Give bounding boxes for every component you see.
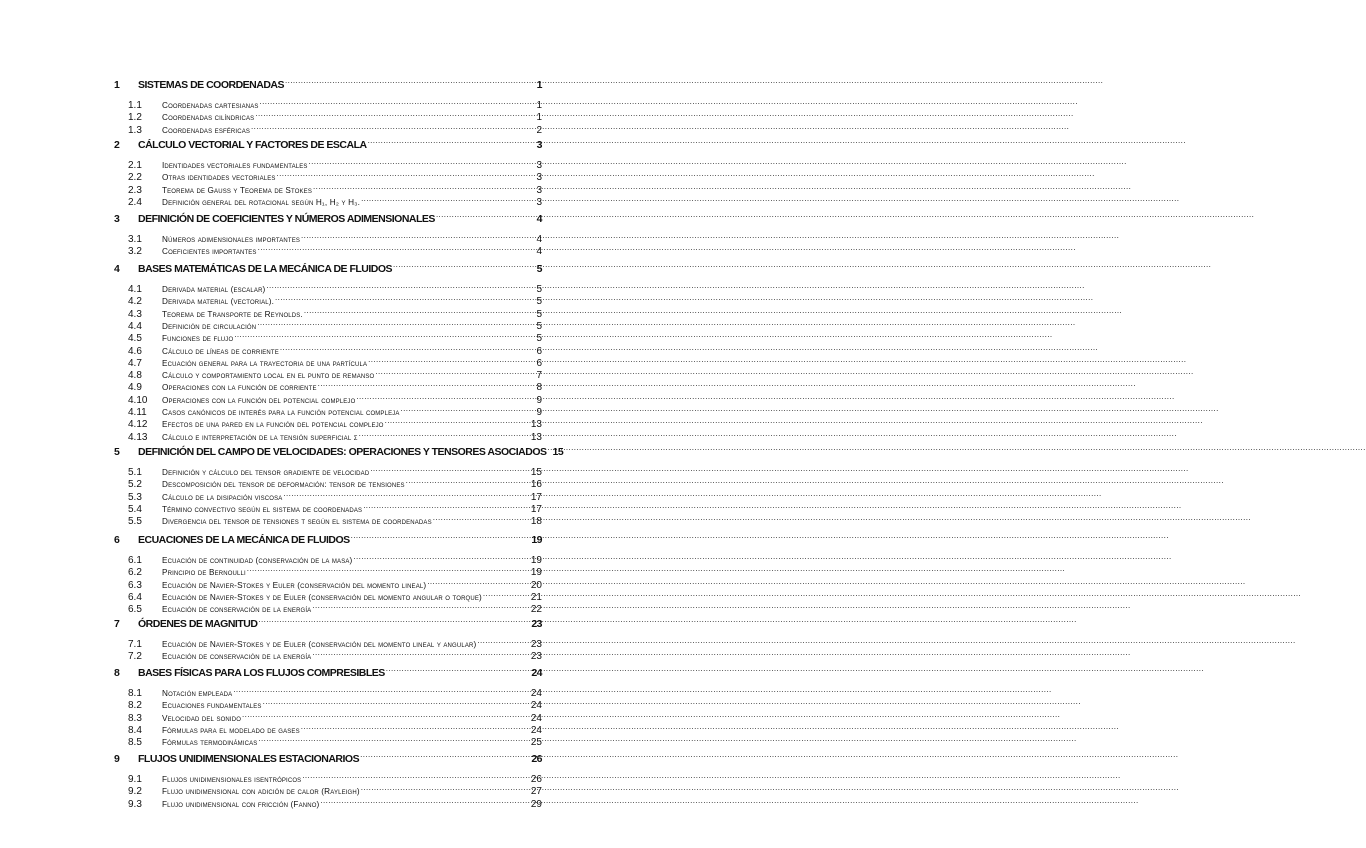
entry-number: 9.3 [128, 798, 142, 810]
entry-title: Derivada material (vectorial). [162, 297, 275, 307]
dot-leader [360, 750, 530, 762]
entry-number: 6.3 [128, 579, 142, 591]
dot-leader [477, 637, 530, 647]
entry-page-number: 25 [530, 737, 542, 749]
dot-leader [258, 244, 536, 254]
entry-page-number: 3 [536, 160, 542, 171]
toc-section-entry[interactable] [114, 578, 542, 590]
entry-title: CÁLCULO VECTORIAL Y FACTORES DE ESCALA [138, 139, 367, 151]
dot-leader [255, 110, 535, 120]
entry-number: 6.2 [128, 567, 142, 579]
entry-title: Ecuación de Navier-Stokes y de Euler (conservación del momento lineal y angular) [162, 640, 477, 649]
dot-leader [257, 319, 535, 329]
toc-chapter-entry[interactable] [114, 664, 542, 679]
entry-number: 8.3 [128, 712, 142, 724]
dot-leader [436, 210, 536, 222]
entry-number: 5 [114, 446, 120, 458]
entry-number: 2.1 [128, 160, 142, 171]
entry-number: 4.1 [128, 284, 142, 295]
entry-title: Principio de Bernoulli [162, 568, 246, 578]
toc-section-entry[interactable] [114, 649, 542, 661]
entry-number: 8.2 [128, 700, 142, 712]
entry-page-number: 7 [536, 370, 542, 382]
entry-page-number: 13 [530, 431, 542, 443]
entry-page-number: 2 [536, 124, 542, 136]
dot-leader [320, 797, 529, 807]
dot-leader [277, 170, 536, 180]
toc-chapter-entry[interactable] [114, 210, 542, 225]
entry-page-number: 19 [530, 555, 542, 566]
entry-page-number: 23 [531, 618, 542, 630]
dot-leader [361, 784, 530, 794]
entry-number: 4.2 [128, 296, 142, 308]
entry-page-number: 24 [531, 667, 542, 679]
entry-page-number: 27 [530, 786, 542, 798]
toc-section-entry[interactable] [114, 514, 542, 526]
dot-leader [401, 405, 536, 415]
entry-number: 4.6 [128, 345, 142, 357]
dot-leader [483, 590, 530, 600]
entry-page-number: 9 [536, 394, 542, 406]
dot-leader [266, 282, 535, 292]
entry-number: 8.1 [128, 688, 142, 699]
entry-number: 1.3 [128, 124, 142, 136]
entry-page-number: 16 [530, 479, 542, 491]
dot-leader [351, 531, 531, 543]
entry-page-number: 3 [536, 184, 542, 196]
entry-title: Notación empleada [162, 689, 233, 698]
entry-page-number: 19 [531, 534, 542, 546]
entry-number: 4.5 [128, 333, 142, 345]
entry-number: 8 [114, 667, 120, 679]
entry-page-number: 20 [530, 579, 542, 591]
entry-title: Efectos de una pared en la función del potencial complejo [162, 420, 384, 430]
dot-leader [312, 649, 530, 659]
entry-title: Cálculo de líneas de corriente [162, 346, 279, 356]
entry-number: 4.9 [128, 382, 142, 394]
dot-leader [242, 711, 530, 721]
entry-number: 8.4 [128, 724, 142, 736]
entry-page-number: 4 [536, 234, 542, 245]
entry-page-number: 1 [536, 112, 542, 124]
entry-title: BASES FÍSICAS PARA LOS FLUJOS COMPRESIBLES [138, 667, 385, 679]
dot-leader [406, 477, 530, 487]
entry-title: ÓRDENES DE MAGNITUD [138, 618, 258, 630]
entry-number: 4.13 [128, 431, 148, 443]
dot-leader [280, 344, 536, 354]
dot-leader [251, 123, 535, 133]
entry-number: 5.1 [128, 467, 142, 478]
dot-leader [375, 368, 535, 378]
entry-page-number: 22 [530, 604, 542, 616]
entry-title: SISTEMAS DE COORDENADAS [138, 79, 285, 91]
entry-number: 2.2 [128, 172, 142, 184]
entry-title: Coeficientes importantes [162, 247, 257, 257]
toc-chapter-entry[interactable] [114, 443, 564, 458]
entry-page-number: 26 [531, 753, 542, 765]
entry-page-number: 15 [552, 446, 564, 458]
entry-page-number: 23 [530, 639, 542, 650]
entry-page-number: 24 [530, 724, 542, 736]
dot-leader [353, 553, 529, 563]
entry-title: Fórmulas termodinámicas [162, 738, 258, 748]
entry-title: Descomposición del tensor de deformación: tensor de tensiones [162, 480, 405, 490]
dot-leader [313, 183, 535, 193]
entry-number: 4.12 [128, 419, 148, 431]
entry-title: Fórmulas para el modelado de gases [162, 725, 300, 735]
dot-leader [304, 307, 536, 317]
toc-section-entry[interactable] [114, 244, 542, 256]
entry-title: Divergencia del tensor de tensiones τ según el sistema de coordenadas [162, 517, 432, 527]
dot-leader [386, 664, 531, 676]
entry-number: 5.3 [128, 491, 142, 503]
entry-page-number: 24 [530, 700, 542, 712]
entry-title: Definición y cálculo del tensor gradiente de velocidad [162, 468, 370, 477]
entry-page-number: 13 [530, 419, 542, 431]
entry-page-number: 5 [536, 333, 542, 345]
dot-leader [318, 380, 536, 390]
toc-chapter-entry[interactable] [114, 531, 542, 546]
toc-section-entry[interactable] [114, 797, 542, 809]
entry-title: Números adimensionales importantes [162, 235, 301, 244]
entry-title: Flujo unidimensional con adición de calor (Rayleigh) [162, 787, 360, 797]
entry-number: 3.2 [128, 246, 142, 258]
entry-number: 6 [114, 534, 120, 546]
dot-leader [234, 331, 535, 341]
dot-leader [275, 294, 535, 304]
dot-leader [301, 232, 535, 242]
dot-leader [301, 723, 530, 733]
entry-title: Funciones de flujo [162, 334, 234, 344]
entry-page-number: 24 [530, 688, 542, 699]
entry-title: Operaciones con la función de corriente [162, 383, 317, 393]
toc-chapter-entry[interactable] [114, 76, 542, 91]
entry-page-number: 3 [536, 139, 542, 151]
entry-number: 7 [114, 618, 120, 630]
dot-leader [260, 98, 536, 108]
toc-section-entry[interactable] [114, 735, 542, 747]
entry-page-number: 5 [536, 320, 542, 332]
dot-leader [285, 76, 536, 88]
entry-title: Velocidad del sonido [162, 713, 242, 723]
dot-leader [393, 260, 536, 272]
entry-title: Teorema de Gauss y Teorema de Stokes [162, 185, 312, 195]
dot-leader [361, 195, 535, 205]
entry-title: Cálculo de la disipación viscosa [162, 492, 283, 502]
entry-title: Término convectivo según el sistema de coordenadas [162, 504, 363, 514]
entry-page-number: 6 [536, 345, 542, 357]
entry-page-number: 5 [536, 296, 542, 308]
entry-number: 7.2 [128, 651, 142, 663]
dot-leader [312, 602, 530, 612]
entry-title: Ecuaciones fundamentales [162, 701, 262, 711]
entry-page-number: 8 [536, 382, 542, 394]
dot-leader [302, 772, 530, 782]
entry-number: 4.11 [128, 407, 147, 418]
entry-page-number: 17 [530, 503, 542, 515]
dot-leader [427, 578, 530, 588]
entry-title: Teorema de Transporte de Reynolds. [162, 309, 303, 319]
entry-title: Flujo unidimensional con fricción (Fanno) [162, 799, 320, 809]
toc-chapter-entry[interactable] [114, 615, 542, 630]
entry-page-number: 6 [536, 357, 542, 369]
toc-section-entry[interactable] [114, 430, 542, 442]
entry-number: 9.2 [128, 786, 142, 798]
entry-title: Ecuación de conservación de la energía [162, 652, 312, 662]
entry-number: 8.5 [128, 737, 142, 749]
entry-title: Ecuación general para la trayectoria de una partícula [162, 358, 368, 368]
entry-page-number: 5 [536, 263, 542, 275]
entry-number: 9 [114, 753, 120, 765]
entry-title: FLUJOS UNIDIMENSIONALES ESTACIONARIOS [138, 753, 360, 765]
entry-number: 4.3 [128, 308, 142, 320]
entry-title: Ecuación de conservación de la energía [162, 605, 312, 615]
dot-leader [309, 158, 536, 168]
entry-title: Cálculo e interpretación de la tensión superficial σ [162, 432, 358, 442]
entry-title: Coordenadas cartesianas [162, 101, 259, 110]
dot-leader [368, 136, 536, 148]
entry-number: 5.5 [128, 516, 142, 528]
entry-title: Cálculo y comportamiento local en el punto de remanso [162, 371, 375, 381]
dot-leader [385, 417, 530, 427]
entry-title: BASES MATEMÁTICAS DE LA MECÁNICA DE FLUIDOS [138, 263, 393, 275]
entry-title: Identidades vectoriales fundamentales [162, 161, 308, 170]
toc-chapter-entry[interactable] [114, 260, 542, 275]
entry-title: Flujos unidimensionales isentrópicos [162, 775, 302, 784]
entry-page-number: 29 [530, 798, 542, 810]
dot-leader [258, 735, 529, 745]
entry-number: 3 [114, 213, 120, 225]
dot-leader [233, 686, 530, 696]
entry-number: 2.3 [128, 184, 142, 196]
dot-leader [356, 393, 535, 403]
entry-title: Operaciones con la función del potencial complejo [162, 395, 356, 405]
entry-number: 4.10 [128, 394, 148, 406]
dot-leader [263, 698, 530, 708]
dot-leader [258, 615, 530, 627]
dot-leader [368, 356, 535, 366]
entry-page-number: 4 [536, 213, 542, 225]
entry-number: 3.1 [128, 234, 142, 245]
entry-title: Otras identidades vectoriales [162, 173, 276, 183]
dot-leader [247, 565, 530, 575]
entry-page-number: 4 [536, 246, 542, 258]
entry-page-number: 1 [536, 100, 542, 111]
entry-title: Ecuación de Navier-Stokes y Euler (conservación del momento lineal) [162, 580, 427, 590]
entry-number: 4.4 [128, 320, 142, 332]
entry-number: 2 [114, 139, 120, 151]
dot-leader [370, 465, 530, 475]
entry-number: 1.1 [128, 100, 142, 111]
entry-title: Ecuación de continuidad (conservación de la masa) [162, 556, 353, 565]
entry-page-number: 24 [530, 712, 542, 724]
entry-title: DEFINICIÓN DEL CAMPO DE VELOCIDADES: OPERACIONES Y TENSORES ASOCIADOS [138, 446, 547, 458]
dot-leader [548, 443, 552, 455]
entry-page-number: 5 [536, 284, 542, 295]
entry-title: DEFINICIÓN DE COEFICIENTES Y NÚMEROS ADIMENSIONALES [138, 213, 435, 225]
toc-chapter-entry[interactable] [114, 750, 542, 765]
entry-number: 9.1 [128, 774, 142, 785]
entry-number: 1.2 [128, 112, 142, 124]
dot-leader [283, 490, 529, 500]
entry-page-number: 21 [530, 591, 542, 603]
entry-page-number: 5 [536, 308, 542, 320]
toc-section-entry[interactable] [114, 195, 542, 207]
dot-leader [359, 430, 530, 440]
entry-title: Casos canónicos de interés para la función potencial compleja [162, 408, 400, 417]
entry-page-number: 23 [530, 651, 542, 663]
entry-page-number: 1 [536, 79, 542, 91]
entry-page-number: 9 [536, 407, 542, 418]
entry-title: ECUACIONES DE LA MECÁNICA DE FLUIDOS [138, 534, 350, 546]
entry-page-number: 26 [530, 774, 542, 785]
entry-title: Definición general del rotacional según H₁, H₂ y H₃. [162, 197, 361, 207]
entry-number: 7.1 [128, 639, 142, 650]
entry-number: 6.1 [128, 555, 142, 566]
entry-title: Coordenadas cilíndricas [162, 113, 255, 123]
entry-number: 5.4 [128, 503, 142, 515]
entry-number: 5.2 [128, 479, 142, 491]
dot-leader [363, 502, 530, 512]
entry-title: Derivada material (escalar) [162, 285, 266, 294]
entry-page-number: 3 [536, 172, 542, 184]
entry-number: 6.5 [128, 604, 142, 616]
entry-number: 6.4 [128, 591, 142, 603]
entry-number: 2.4 [128, 196, 142, 208]
toc-chapter-entry[interactable] [114, 136, 542, 151]
entry-number: 4.7 [128, 357, 142, 369]
entry-number: 1 [114, 79, 120, 91]
dot-leader [433, 514, 530, 524]
entry-title: Definición de circulación [162, 321, 257, 331]
entry-page-number: 19 [530, 567, 542, 579]
entry-title: Ecuación de Navier-Stokes y de Euler (conservación del momento angular o torque) [162, 592, 482, 602]
entry-number: 4.8 [128, 370, 142, 382]
entry-title: Coordenadas esféricas [162, 125, 251, 135]
entry-page-number: 3 [536, 196, 542, 208]
entry-page-number: 18 [530, 516, 542, 528]
entry-page-number: 17 [530, 491, 542, 503]
entry-page-number: 15 [530, 467, 542, 478]
entry-number: 4 [114, 263, 120, 275]
